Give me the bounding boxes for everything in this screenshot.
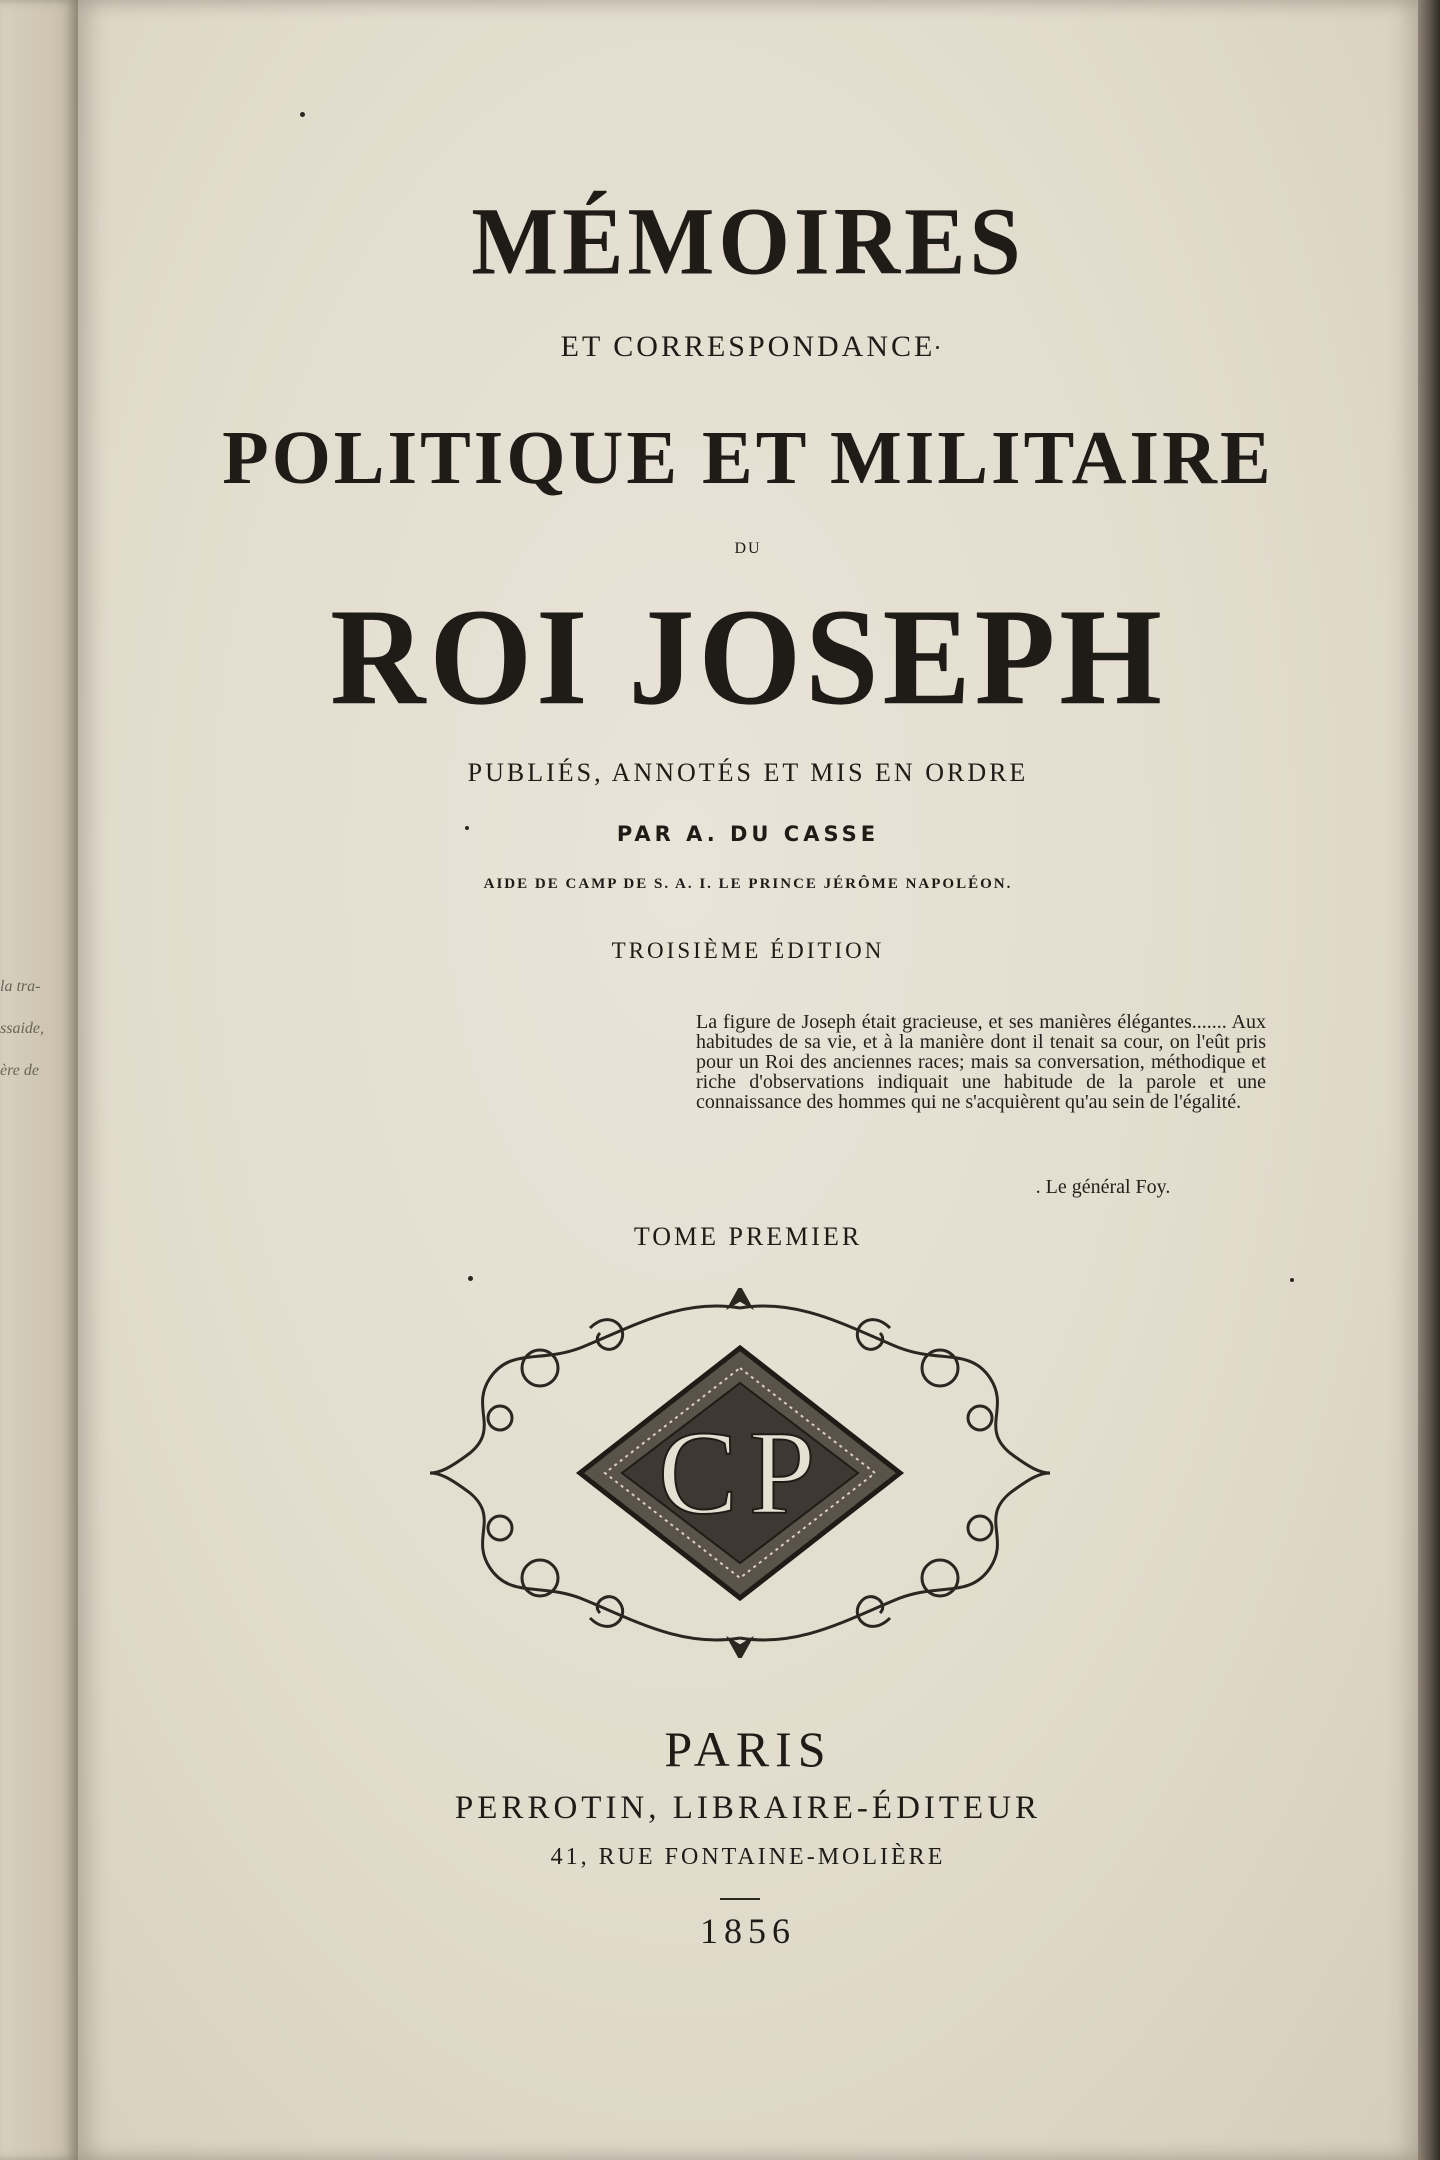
foxing-speck	[300, 112, 305, 117]
title-page	[78, 0, 1418, 2160]
divider	[720, 1898, 760, 1900]
publisher-address: 41, RUE FONTAINE-MOLIÈRE	[550, 1844, 946, 1870]
foxing-speck	[468, 1276, 473, 1281]
facing-page-text: ère de	[0, 1062, 39, 1079]
publication-city: PARIS	[664, 1721, 832, 1777]
facing-page	[0, 0, 78, 2160]
published-line: PUBLIÉS, ANNOTÉS ET MIS EN ORDRE	[467, 758, 1029, 787]
edition-label: TROISIÈME ÉDITION	[611, 938, 885, 963]
svg-text:P: P	[748, 1406, 816, 1539]
volume-label: TOME PREMIER	[633, 1222, 863, 1251]
publication-year: 1856	[700, 1911, 796, 1951]
facing-page-text: ssaide,	[0, 1020, 44, 1037]
epigraph-text: La figure de Joseph était gracieuse, et ses manières élégantes....... Aux habitudes de sa vie, et à la manière dont il tenait sa cour, on l'eût pris pour un Roi des anciennes races; mais sa conversation, méthodique et riche d'observations indiquait une habitude de la parole et une connaissance des hommes qui ne s'acquièrent qu'au sein de l'égalité.	[696, 1011, 1266, 1113]
book-title-line-3: ROI JOSEPH	[330, 579, 1166, 734]
foxing-speck	[936, 346, 939, 349]
book-title: MÉMOIRES	[471, 187, 1025, 295]
book-title-line-2: POLITIQUE ET MILITAIRE	[222, 416, 1274, 500]
svg-text:C: C	[657, 1406, 739, 1539]
author-line: PAR A. DU CASSE	[616, 822, 880, 846]
book-title-connector: DU	[734, 540, 762, 557]
author-role: AIDE DE CAMP DE S. A. I. LE PRINCE JÉRÔME NAPOLÉON.	[483, 876, 1013, 892]
foxing-speck	[1290, 1278, 1294, 1282]
publisher-name: PERROTIN, LIBRAIRE-ÉDITEUR	[454, 1790, 1042, 1826]
book-subtitle: ET CORRESPONDANCE	[560, 330, 936, 363]
page-edge	[1418, 0, 1440, 2160]
epigraph-attribution: . Le général Foy.	[1035, 1176, 1171, 1198]
foxing-speck	[465, 826, 469, 830]
publisher-emblem-icon	[430, 1288, 1050, 1658]
facing-page-text: la tra-	[0, 978, 41, 995]
